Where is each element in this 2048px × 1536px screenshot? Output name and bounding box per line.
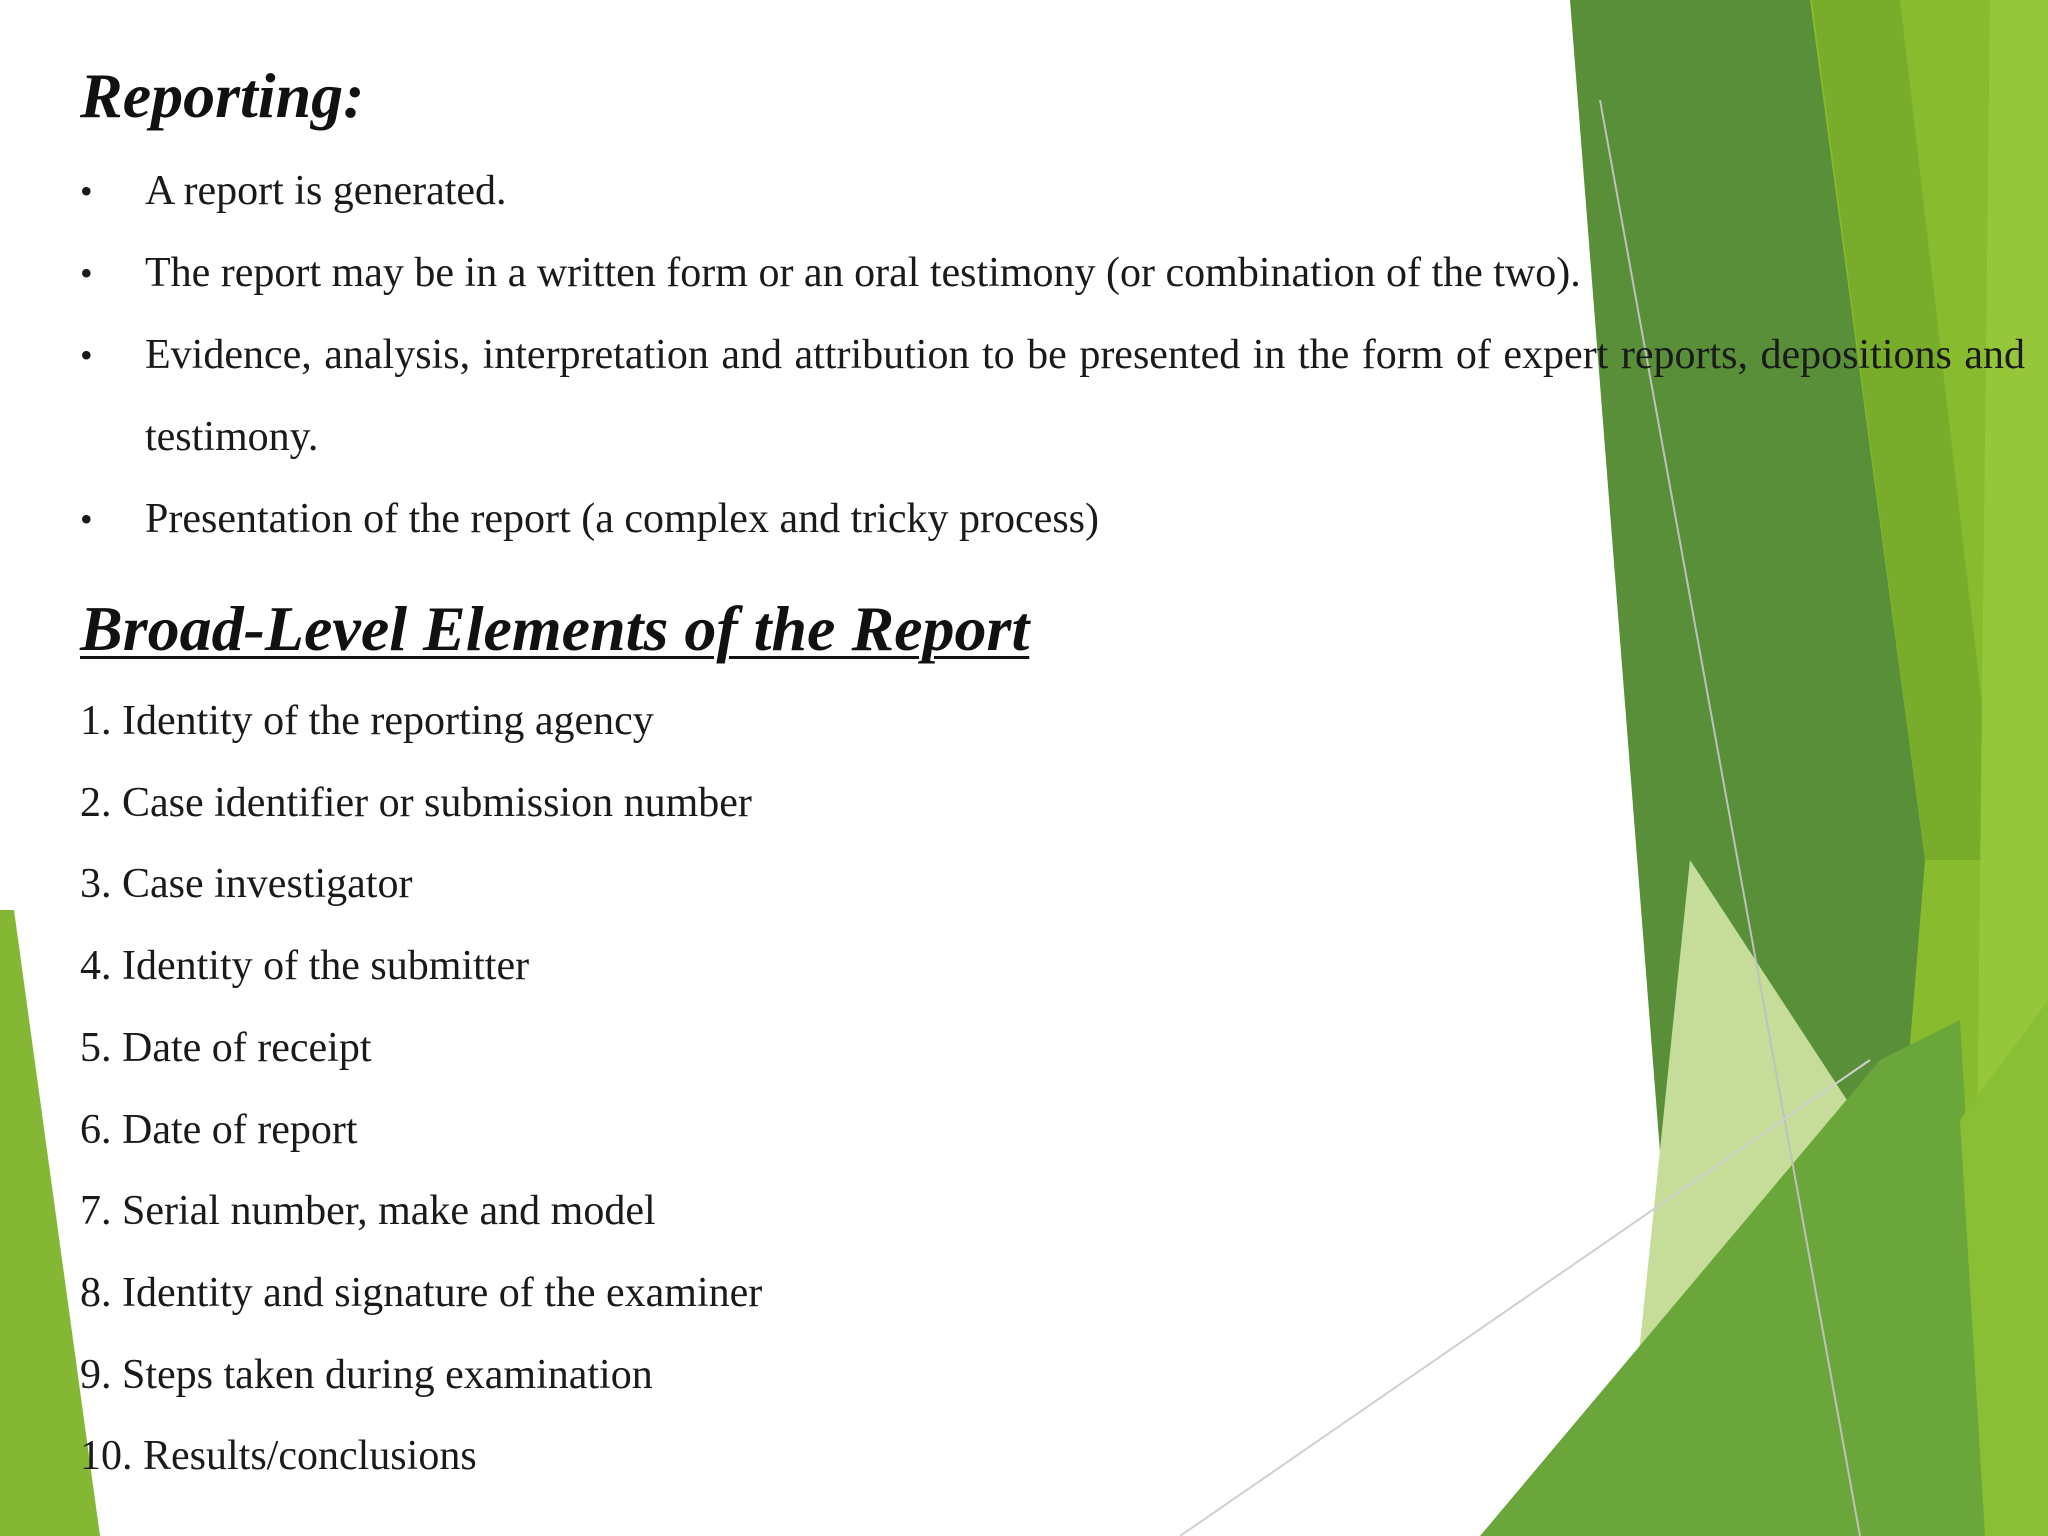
list-item: 6. Date of report bbox=[80, 1106, 358, 1153]
list-item: 4. Identity of the submitter bbox=[80, 943, 530, 990]
list-item: 3. Case investigator bbox=[80, 861, 413, 908]
section-title: Broad-Level Elements of the Report bbox=[80, 593, 1030, 664]
bullet-text: Evidence, analysis, interpretation and attribution to be presented in the form of expert reports, depositions and testimony. bbox=[145, 332, 2025, 460]
slide-content bbox=[80, 0, 2030, 1536]
list-item: 10. Results/conclusions bbox=[80, 1433, 477, 1480]
bullet-item bbox=[80, 478, 2025, 560]
list-item: 9. Steps taken during examination bbox=[80, 1351, 653, 1398]
bullet-list bbox=[80, 150, 2025, 560]
list-item: 8. Identity and signature of the examiner bbox=[80, 1269, 763, 1316]
bullet-icon: • bbox=[80, 171, 93, 211]
list-item: 5. Date of receipt bbox=[80, 1024, 372, 1071]
report-elements-list bbox=[80, 681, 762, 1498]
bullet-text: The report may be in a written form or an oral testimony (or combination of the two). bbox=[145, 250, 1581, 296]
slide-title: Reporting: bbox=[80, 60, 365, 131]
bullet-text: Presentation of the report (a complex and tricky process) bbox=[145, 496, 1100, 542]
bullet-icon: • bbox=[80, 335, 93, 375]
list-item: 1. Identity of the reporting agency bbox=[80, 698, 654, 744]
bullet-text: A report is generated. bbox=[145, 168, 507, 214]
bullet-item bbox=[80, 314, 2025, 478]
list-item: 7. Serial number, make and model bbox=[80, 1188, 656, 1235]
list-item: 2. Case identifier or submission number bbox=[80, 779, 752, 826]
bullet-item bbox=[80, 232, 2025, 314]
bullet-item bbox=[80, 150, 2025, 232]
bullet-icon: • bbox=[80, 499, 93, 539]
bullet-icon: • bbox=[80, 253, 93, 293]
